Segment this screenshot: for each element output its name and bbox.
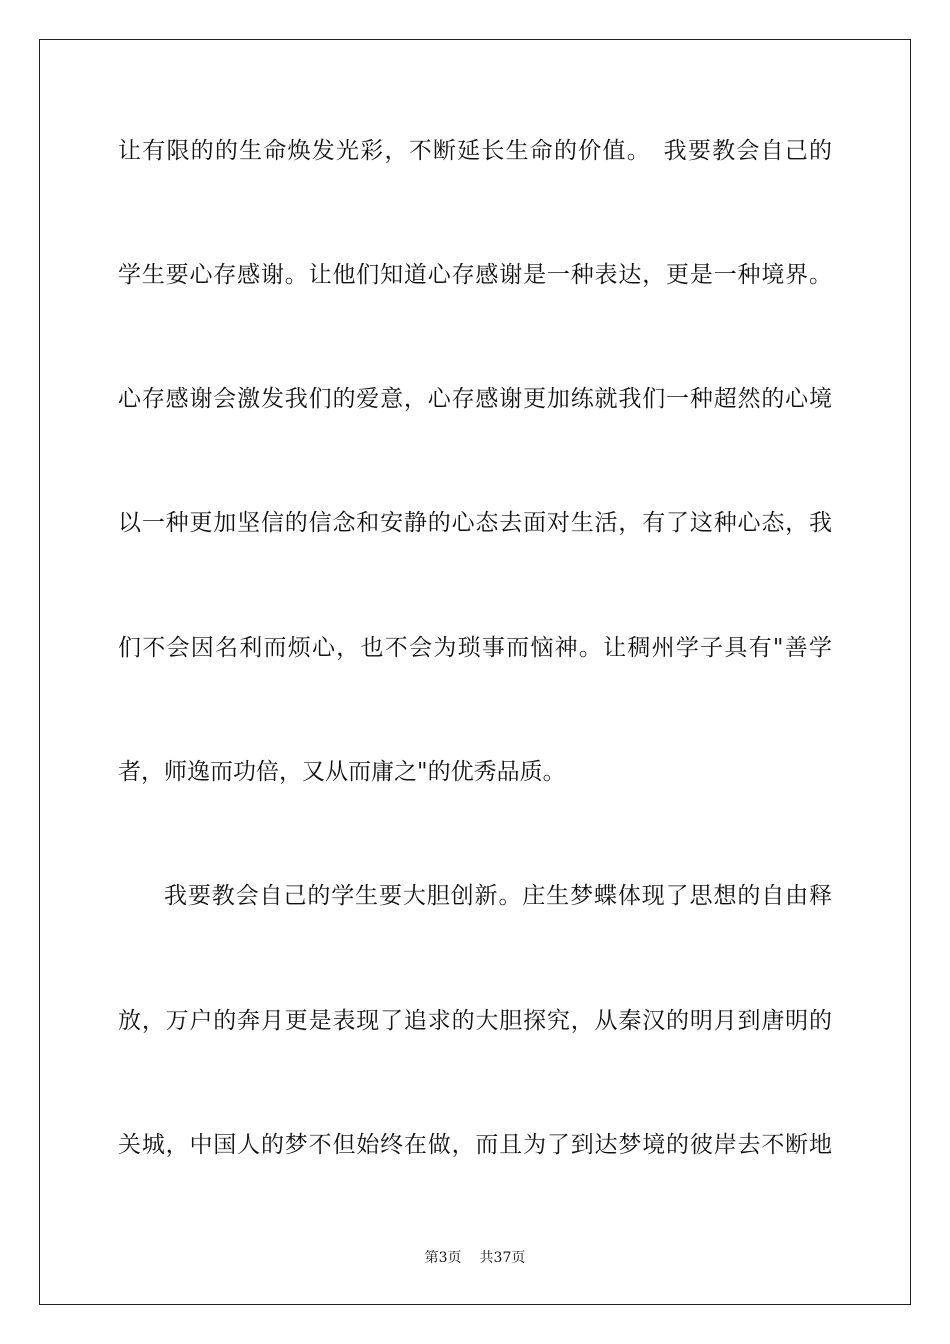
text-line: 关城，中国人的梦不但始终在做，而且为了到达梦境的彼岸去不断地 (118, 1132, 832, 1158)
text-line: 们不会因名利而烦心，也不会为琐事而恼神。让稠州学子具有"善学 (118, 635, 832, 661)
page-footer (0, 1247, 950, 1267)
text-line: 让有限的的生命焕发光彩，不断延长生命的价值。 我要教会自己的 (118, 138, 832, 164)
text-line: 者，师逸而功倍，又从而庸之"的优秀品质。 (118, 759, 566, 785)
text-line: 心存感谢会激发我们的爱意，心存感谢更加练就我们一种超然的心境 (118, 386, 832, 412)
text-line: 以一种更加坚信的信念和安静的心态去面对生活，有了这种心态，我 (118, 510, 832, 536)
text-line: 放，万户的奔月更是表现了追求的大胆探究，从秦汉的明月到唐明的 (118, 1008, 832, 1034)
page-number: 第3页 (424, 1250, 462, 1266)
page-total: 共37页 (479, 1250, 526, 1266)
paragraph-first-line: 我要教会自己的学生要大胆创新。庄生梦蝶体现了思想的自由释 (164, 883, 832, 909)
page-border (39, 39, 911, 1305)
text-line: 学生要心存感谢。让他们知道心存感谢是一种表达，更是一种境界。 (118, 262, 832, 288)
